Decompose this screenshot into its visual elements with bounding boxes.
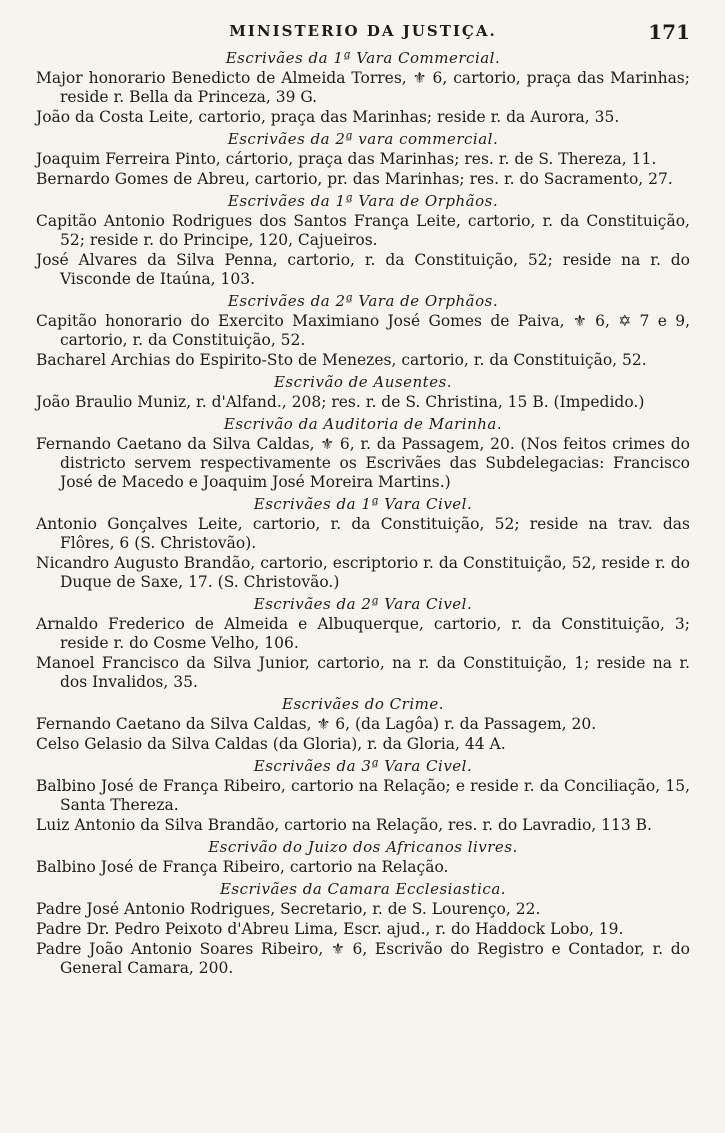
document-page (36, 18, 690, 979)
section (36, 192, 690, 289)
section-title: Escrivão de Ausentes. (273, 373, 453, 391)
section-title: Escrivães da 1ª Vara de Orphãos. (227, 192, 499, 210)
section (36, 292, 690, 370)
entry: Capitão honorario do Exercito Maximiano José Gomes de Paiva, ⚜ 6, ✡ 7 e 9, cartorio, r. da Constituição, 52. (36, 312, 690, 349)
entry: Antonio Gonçalves Leite, cartorio, r. da Constituição, 52; reside na trav. das Flôres, 6 (S. Christovão). (36, 515, 690, 552)
section-title: Escrivães da 1ª Vara Civel. (253, 495, 473, 513)
section-title: Escrivães da 1ª Vara Commercial. (225, 49, 501, 67)
section (36, 757, 690, 835)
section (36, 880, 690, 978)
entry: José Alvares da Silva Penna, cartorio, r. da Constituição, 52; reside na r. do Visconde de Itaúna, 103. (36, 251, 690, 288)
section-title: Escrivão do Juizo dos Africanos livres. (208, 838, 518, 856)
entry: Arnaldo Frederico de Almeida e Albuquerque, cartorio, r. da Constituição, 3; reside r. do Cosme Velho, 106. (36, 615, 690, 652)
page-header (36, 18, 690, 46)
entry: Bacharel Archias do Espirito-Sto de Menezes, cartorio, r. da Constituição, 52. (36, 351, 647, 369)
section-title: Escrivães do Crime. (282, 695, 444, 713)
running-title: MINISTERIO DA JUSTIÇA. (229, 22, 497, 40)
section-title: Escrivães da 2ª Vara Civel. (253, 595, 473, 613)
section (36, 495, 690, 592)
entry: Fernando Caetano da Silva Caldas, ⚜ 6, (da Lagôa) r. da Passagem, 20. (36, 715, 597, 733)
entry: Padre José Antonio Rodrigues, Secretario, r. de S. Lourenço, 22. (36, 900, 541, 918)
section (36, 130, 690, 189)
section-title: Escrivães da 2ª Vara de Orphãos. (227, 292, 499, 310)
entry: Major honorario Benedicto de Almeida Torres, ⚜ 6, cartorio, praça das Marinhas; reside r. Bella da Princeza, 39 G. (36, 69, 690, 106)
entry: Padre Dr. Pedro Peixoto d'Abreu Lima, Escr. ajud., r. do Haddock Lobo, 19. (36, 920, 624, 938)
entry: Fernando Caetano da Silva Caldas, ⚜ 6, r. da Passagem, 20. (Nos feitos crimes do districto servem respectivamente os Escrivães das Subdelegacias: Francisco José de Macedo e Joaquim José Moreira Martins.) (36, 435, 690, 491)
section-title: Escrivães da 3ª Vara Civel. (253, 757, 473, 775)
entry: João da Costa Leite, cartorio, praça das Marinhas; reside r. da Aurora, 35. (36, 108, 620, 126)
entry: Celso Gelasio da Silva Caldas (da Gloria), r. da Gloria, 44 A. (36, 735, 506, 753)
entry: Manoel Francisco da Silva Junior, cartorio, na r. da Constituição, 1; reside na r. dos Invalidos, 35. (36, 654, 690, 691)
page-number: 171 (648, 20, 690, 44)
entry: Balbino José de França Ribeiro, cartorio na Relação; e reside r. da Conciliação, 15, Santa Thereza. (36, 777, 690, 814)
entry: Nicandro Augusto Brandão, cartorio, escriptorio r. da Constituição, 52, reside r. do Duque de Saxe, 17. (S. Christovão.) (36, 554, 690, 591)
section (36, 415, 690, 492)
section (36, 838, 690, 877)
entry: Joaquim Ferreira Pinto, cártorio, praça das Marinhas; res. r. de S. Thereza, 11. (36, 150, 657, 168)
section (36, 595, 690, 692)
entry: Luiz Antonio da Silva Brandão, cartorio na Relação, res. r. do Lavradio, 113 B. (36, 816, 652, 834)
entry: Capitão Antonio Rodrigues dos Santos França Leite, cartorio, r. da Constituição, 52; reside r. do Principe, 120, Cajueiros. (36, 212, 690, 249)
section-title: Escrivães da 2ª vara commercial. (227, 130, 499, 148)
entry: Balbino José de França Ribeiro, cartorio na Relação. (36, 858, 449, 876)
section (36, 373, 690, 412)
entry: Padre João Antonio Soares Ribeiro, ⚜ 6, Escrivão do Registro e Contador, r. do General Camara, 200. (36, 940, 690, 977)
section-title: Escrivão da Auditoria de Marinha. (223, 415, 503, 433)
section (36, 49, 690, 127)
section-title: Escrivães da Camara Ecclesiastica. (219, 880, 507, 898)
section (36, 695, 690, 754)
entry: Bernardo Gomes de Abreu, cartorio, pr. das Marinhas; res. r. do Sacramento, 27. (36, 170, 673, 188)
entry: João Braulio Muniz, r. d'Alfand., 208; res. r. de S. Christina, 15 B. (Impedido.) (36, 393, 645, 411)
